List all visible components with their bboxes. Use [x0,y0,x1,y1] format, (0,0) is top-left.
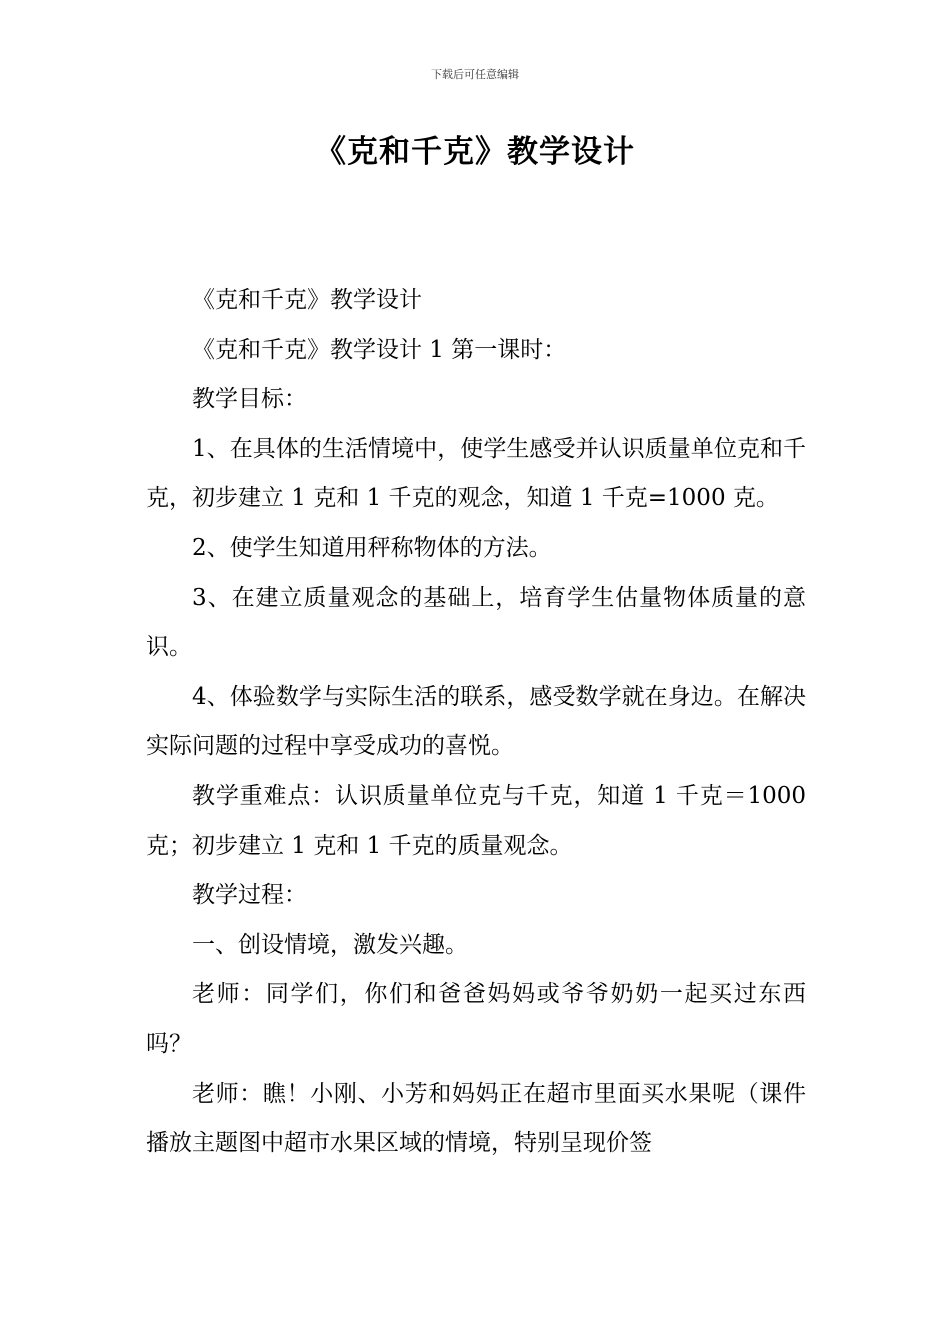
paragraph-key-points: 教学重难点：认识质量单位克与千克，知道 1 千克＝1000 克；初步建立 1 克和 1 千克的质量观念。 [146,782,806,859]
document-body [146,276,806,1169]
header-note: 下载后可任意编辑 [431,68,519,81]
paragraph-objectives-heading: 教学目标： [192,386,307,413]
paragraph-teacher-question: 老师：同学们，你们和爸爸妈妈或爷爷奶奶一起买过东西吗？ [146,981,806,1057]
document-title: 《克和千克》教学设计 [315,134,635,170]
paragraph-objective-4: 4、体验数学与实际生活的联系，感受数学就在身边。在解决实际问题的过程中享受成功的喜悦。 [146,683,806,760]
paragraph-subtitle: 《克和千克》教学设计 [192,287,422,313]
paragraph-objective-2: 2、使学生知道用秤称物体的方法。 [192,534,552,561]
paragraph-section-1-heading: 一、创设情境，激发兴趣。 [192,931,468,958]
paragraph-objective-3: 3、在建立质量观念的基础上，培育学生估量物体质量的意识。 [146,584,806,661]
paragraph-process-heading: 教学过程： [192,882,307,909]
paragraph-lesson-heading: 《克和千克》教学设计 1 第一课时： [192,336,567,363]
paragraph-teacher-scene: 老师：瞧！小刚、小芳和妈妈正在超市里面买水果呢（课件播放主题图中超市水果区域的情境，特别呈现价签 [146,1080,806,1157]
paragraph-objective-1: 1、在具体的生活情境中，使学生感受并认识质量单位克和千克，初步建立 1 克和 1 千克的观念，知道 1 千克=1000 克。 [146,435,806,512]
